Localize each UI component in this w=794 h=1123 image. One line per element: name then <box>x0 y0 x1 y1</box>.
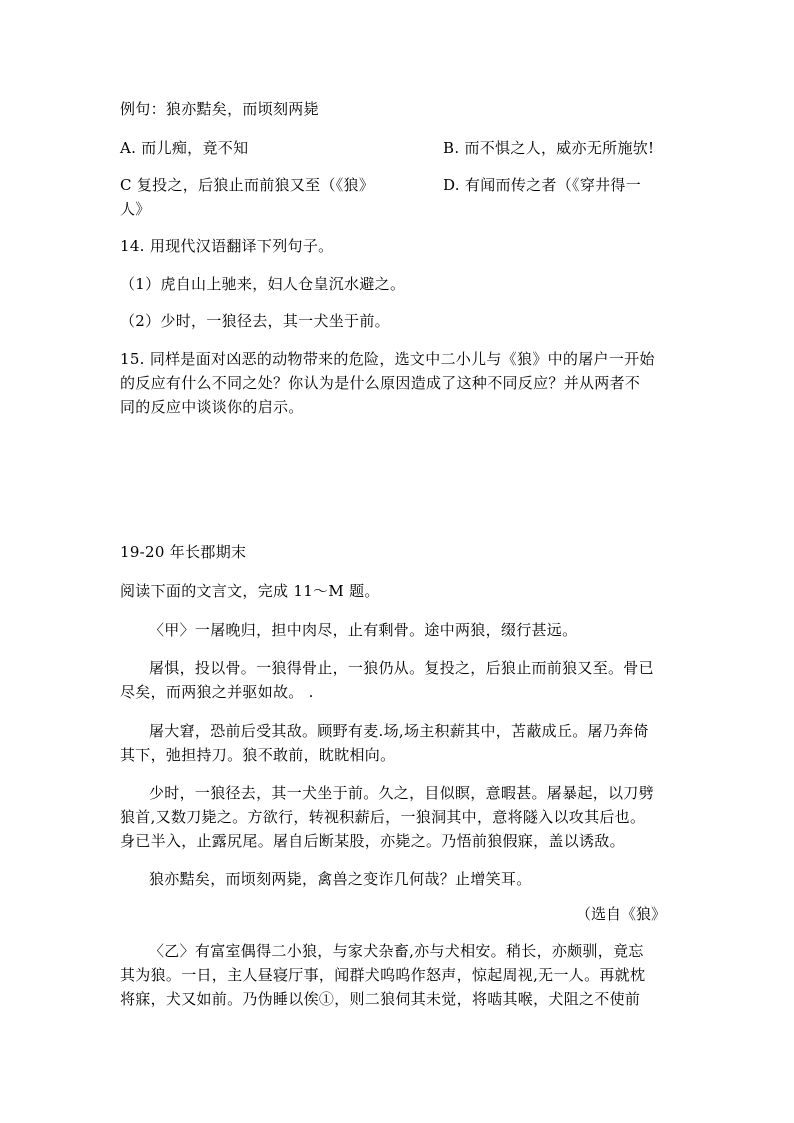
passage-yi-line-1: 〈乙〉有富室偶得二小狼，与家犬杂畜,亦与犬相安。稍长，亦颇驯，竟忘 <box>149 942 644 960</box>
question-14-title: 14. 用现代汉语翻译下列句子。 <box>120 237 334 255</box>
example-sentence: 例句：狼亦黠矣，而顷刻两毙 <box>120 100 319 118</box>
option-b: B. 而不惧之人，威亦无所施欤! <box>443 139 655 157</box>
passage-jia-paragraph-2: 屠惧，投以骨。一狼得骨止，一狼仍从。复投之，后狼止而前狼又至。骨已 <box>149 659 654 677</box>
passage-jia-source: （选自《狼》 <box>575 905 666 923</box>
question-14-sentence-1: （1）虎自山上驰来，妇人仓皇沉水避之。 <box>120 275 406 293</box>
question-15-line-3: 同的反应中谈谈你的启示。 <box>120 398 304 416</box>
question-14-sentence-2: （2）少时，一狼径去，其一犬坐于前。 <box>120 312 390 330</box>
passage-jia-paragraph-4: 少时，一狼径去，其一犬坐于前。久之，目似瞑，意暇甚。屠暴起，以刀劈 <box>149 784 654 802</box>
passage-jia-paragraph-3-continued: 其下，弛担持刀。狼不敢前，眈眈相向。 <box>120 746 396 764</box>
passage-jia-paragraph-1: 〈甲〉一屠晚归，担中肉尽，止有剩骨。途中两狼，缀行甚远。 <box>149 621 578 639</box>
passage-jia-paragraph-5: 狼亦黠矣，而顷刻两毙，禽兽之变诈几何哉？止增笑耳。 <box>149 870 532 888</box>
passage-jia-paragraph-3: 屠大窘，恐前后受其敌。顾野有麦.场,场主积薪其中，苫蔽成丘。屠乃奔倚 <box>149 722 649 740</box>
option-d: D. 有闻而传之者（《穿井得一 <box>443 176 642 194</box>
option-a: A. 而儿痴，竟不知 <box>120 139 249 157</box>
passage-yi-line-2: 其为狼。一日，主人昼寝厅事，闻群犬呜呜作怒声，惊起周视,无一人。再就枕 <box>120 966 646 984</box>
option-d-continued: 人》 <box>120 200 151 218</box>
question-15-line-2: 的反应有什么不同之处？你认为是什么原因造成了这种不同反应？并从两者不 <box>120 374 641 392</box>
passage-jia-paragraph-4-line-2: 狼首,又数刀毙之。方欲行，转视积薪后，一狼洞其中，意将隧入以攻其后也。 <box>120 808 646 826</box>
section-source: 19-20 年长郡期末 <box>120 543 247 561</box>
passage-yi-line-3: 将寐，犬又如前。乃伪睡以俟①，则二狼伺其未觉，将啮其喉，犬阻之不使前 <box>120 990 641 1008</box>
option-c: C 复投之，后狼止而前狼又至（《狼》 <box>120 176 375 194</box>
passage-jia-paragraph-4-line-3: 身已半入，止露尻尾。屠自后断某股，亦毙之。乃悟前狼假寐，盖以诱敌。 <box>120 832 625 850</box>
section-instruction: 阅读下面的文言文，完成 11～M 题。 <box>120 582 380 600</box>
passage-jia-paragraph-2-continued: 尽矣，而两狼之并驱如故。 . <box>120 683 314 701</box>
question-15-line-1: 15. 同样是面对凶恶的动物带来的危险，选文中二小儿与《狼》中的屠户一开始 <box>120 350 655 368</box>
